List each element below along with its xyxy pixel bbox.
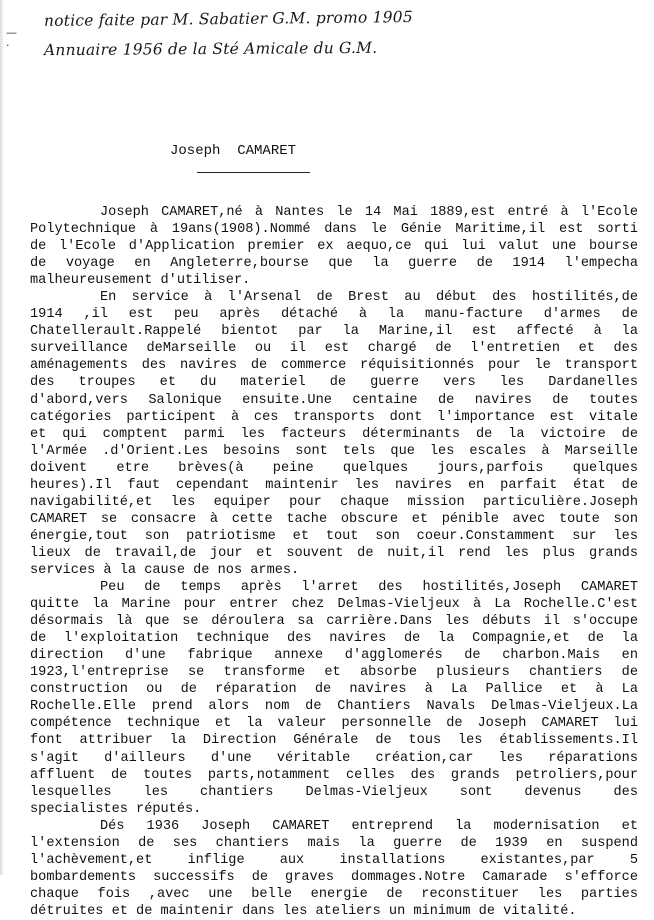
text-line: 1914 ,il est peu après détaché à la manu-facture d'armes de xyxy=(30,307,638,323)
text-line: En service à l'Arsenal de Brest au début des hostilités,de xyxy=(100,290,638,306)
text-line: lieux de travail,de jour et souvent de nuit,il rend les plus grands xyxy=(30,545,638,561)
text-line: CAMARET se consacre à cette tache obscure et pénible avec toute son xyxy=(30,511,638,527)
text-line: Dés 1936 Joseph CAMARET entreprend la modernisation et xyxy=(100,818,638,834)
paragraph xyxy=(30,204,638,289)
text-line: 1923,l'entreprise se transforme et absorbe plusieurs chantiers de xyxy=(30,665,638,681)
text-line: de l'Ecole d'Application premier ex aequo,ce qui lui valut une bourse xyxy=(30,239,638,255)
handwritten-note-line-1: notice faite par M. Sabatier G.M. promo 1905 xyxy=(43,8,413,30)
handwritten-note-line-2: Annuaire 1956 de la Sté Amicale du G.M. xyxy=(43,38,378,60)
text-line: surveillance deMarseille ou il est chargé de l'entretien et des xyxy=(30,341,638,357)
text-line: heures).Il faut cependant maintenir les navires en parfait état de xyxy=(30,477,638,493)
text-line: Joseph CAMARET,né à Nantes le 14 Mai 1889,est entré à l'Ecole xyxy=(100,205,638,220)
text-line: bombardements successifs de graves dommages.Notre Camarade s'efforce xyxy=(30,869,638,885)
text-line: détruites et de maintenir dans les ateliers un minimum de vitalité. xyxy=(30,903,577,919)
text-line: l'achèvement,et inflige aux installations existantes,par 5 xyxy=(30,852,638,868)
text-line: specialistes réputés. xyxy=(30,801,202,817)
text-line: des troupes et du materiel de guerre vers les Dardanelles xyxy=(30,375,638,391)
text-line: chaque fois ,avec une belle energie de reconstituer les parties xyxy=(30,886,638,902)
text-line: construction ou de réparation de navires à La Pallice et à La xyxy=(30,682,638,698)
text-line: catégories participent à ces transports dont l'importance est vitale xyxy=(30,409,638,425)
text-line: doivent etre brèves(à peine quelques jours,parfois quelques xyxy=(30,460,638,476)
paragraph xyxy=(30,289,638,579)
text-line: l'extension de ses chantiers mais la guerre de 1939 en suspend xyxy=(30,835,638,851)
text-line: de voyage en Angleterre,bourse que la guerre de 1914 l'empecha xyxy=(30,256,638,272)
text-line: quitte la Marine pour entrer chez Delmas-Vieljeux à La Rochelle.C'est xyxy=(30,597,638,613)
text-line: s'agit d'ailleurs d'une véritable création,car les réparations xyxy=(30,750,638,766)
text-line: d'abord,vers Salonique ensuite.Une centaine de navires de toutes xyxy=(30,392,638,408)
text-line: Polytechnique à 19ans(1908).Nommé dans le Génie Maritime,il est sorti xyxy=(30,222,638,238)
text-line: compétence technique et la valeur personnelle de Joseph CAMARET lui xyxy=(30,716,638,732)
text-line: désormais là que se déroulera sa carrière.Dans les débuts il s'occupe xyxy=(30,614,638,630)
text-line: de l'exploitation technique des navires de la Compagnie,et de la xyxy=(30,631,638,647)
text-line: énergie,tout son patriotisme et tout son coeur.Constamment sur les xyxy=(30,528,638,544)
document-title: Joseph CAMARET xyxy=(170,143,297,159)
text-line: malheureusement d'utiliser. xyxy=(30,273,251,289)
text-line: lesquelles les chantiers Delmas-Vieljeux sont devenus des xyxy=(30,784,638,800)
text-line: direction d'une fabrique annexe d'agglomerés de charbon.Mais en xyxy=(30,648,638,664)
document-body xyxy=(30,204,638,920)
text-line: Peu de temps après l'arret des hostilités,Joseph CAMARET xyxy=(100,580,638,596)
text-line: Chatellerault.Rappelé bientot par la Marine,il est affecté à la xyxy=(30,324,638,340)
text-line: navigabilité,et les equiper pour chaque mission particulière.Joseph xyxy=(30,494,638,510)
text-line: font attribuer la Direction Générale de tous les établissements.Il xyxy=(30,733,638,749)
text-line: services à la cause de nos armes. xyxy=(30,562,300,578)
paragraph xyxy=(30,818,638,920)
title-underline xyxy=(197,172,310,173)
text-line: et qui comptent parmi les facteurs déterminants de la victoire de xyxy=(30,426,638,442)
scan-edge-shadow xyxy=(0,0,4,875)
text-line: Rochelle.Elle prend alors nom de Chantiers Navals Delmas-Vieljeux.La xyxy=(30,699,638,715)
text-line: affluent de toutes parts,notamment celles des grands petroliers,pour xyxy=(30,767,638,783)
paragraph xyxy=(30,579,638,818)
margin-mark: —· xyxy=(6,26,17,52)
text-line: aménagements des navires de commerce réquisitionnés pour le transport xyxy=(30,358,638,374)
text-line: l'Armée .d'Orient.Les besoins sont tels que les escales à Marseille xyxy=(30,443,638,459)
